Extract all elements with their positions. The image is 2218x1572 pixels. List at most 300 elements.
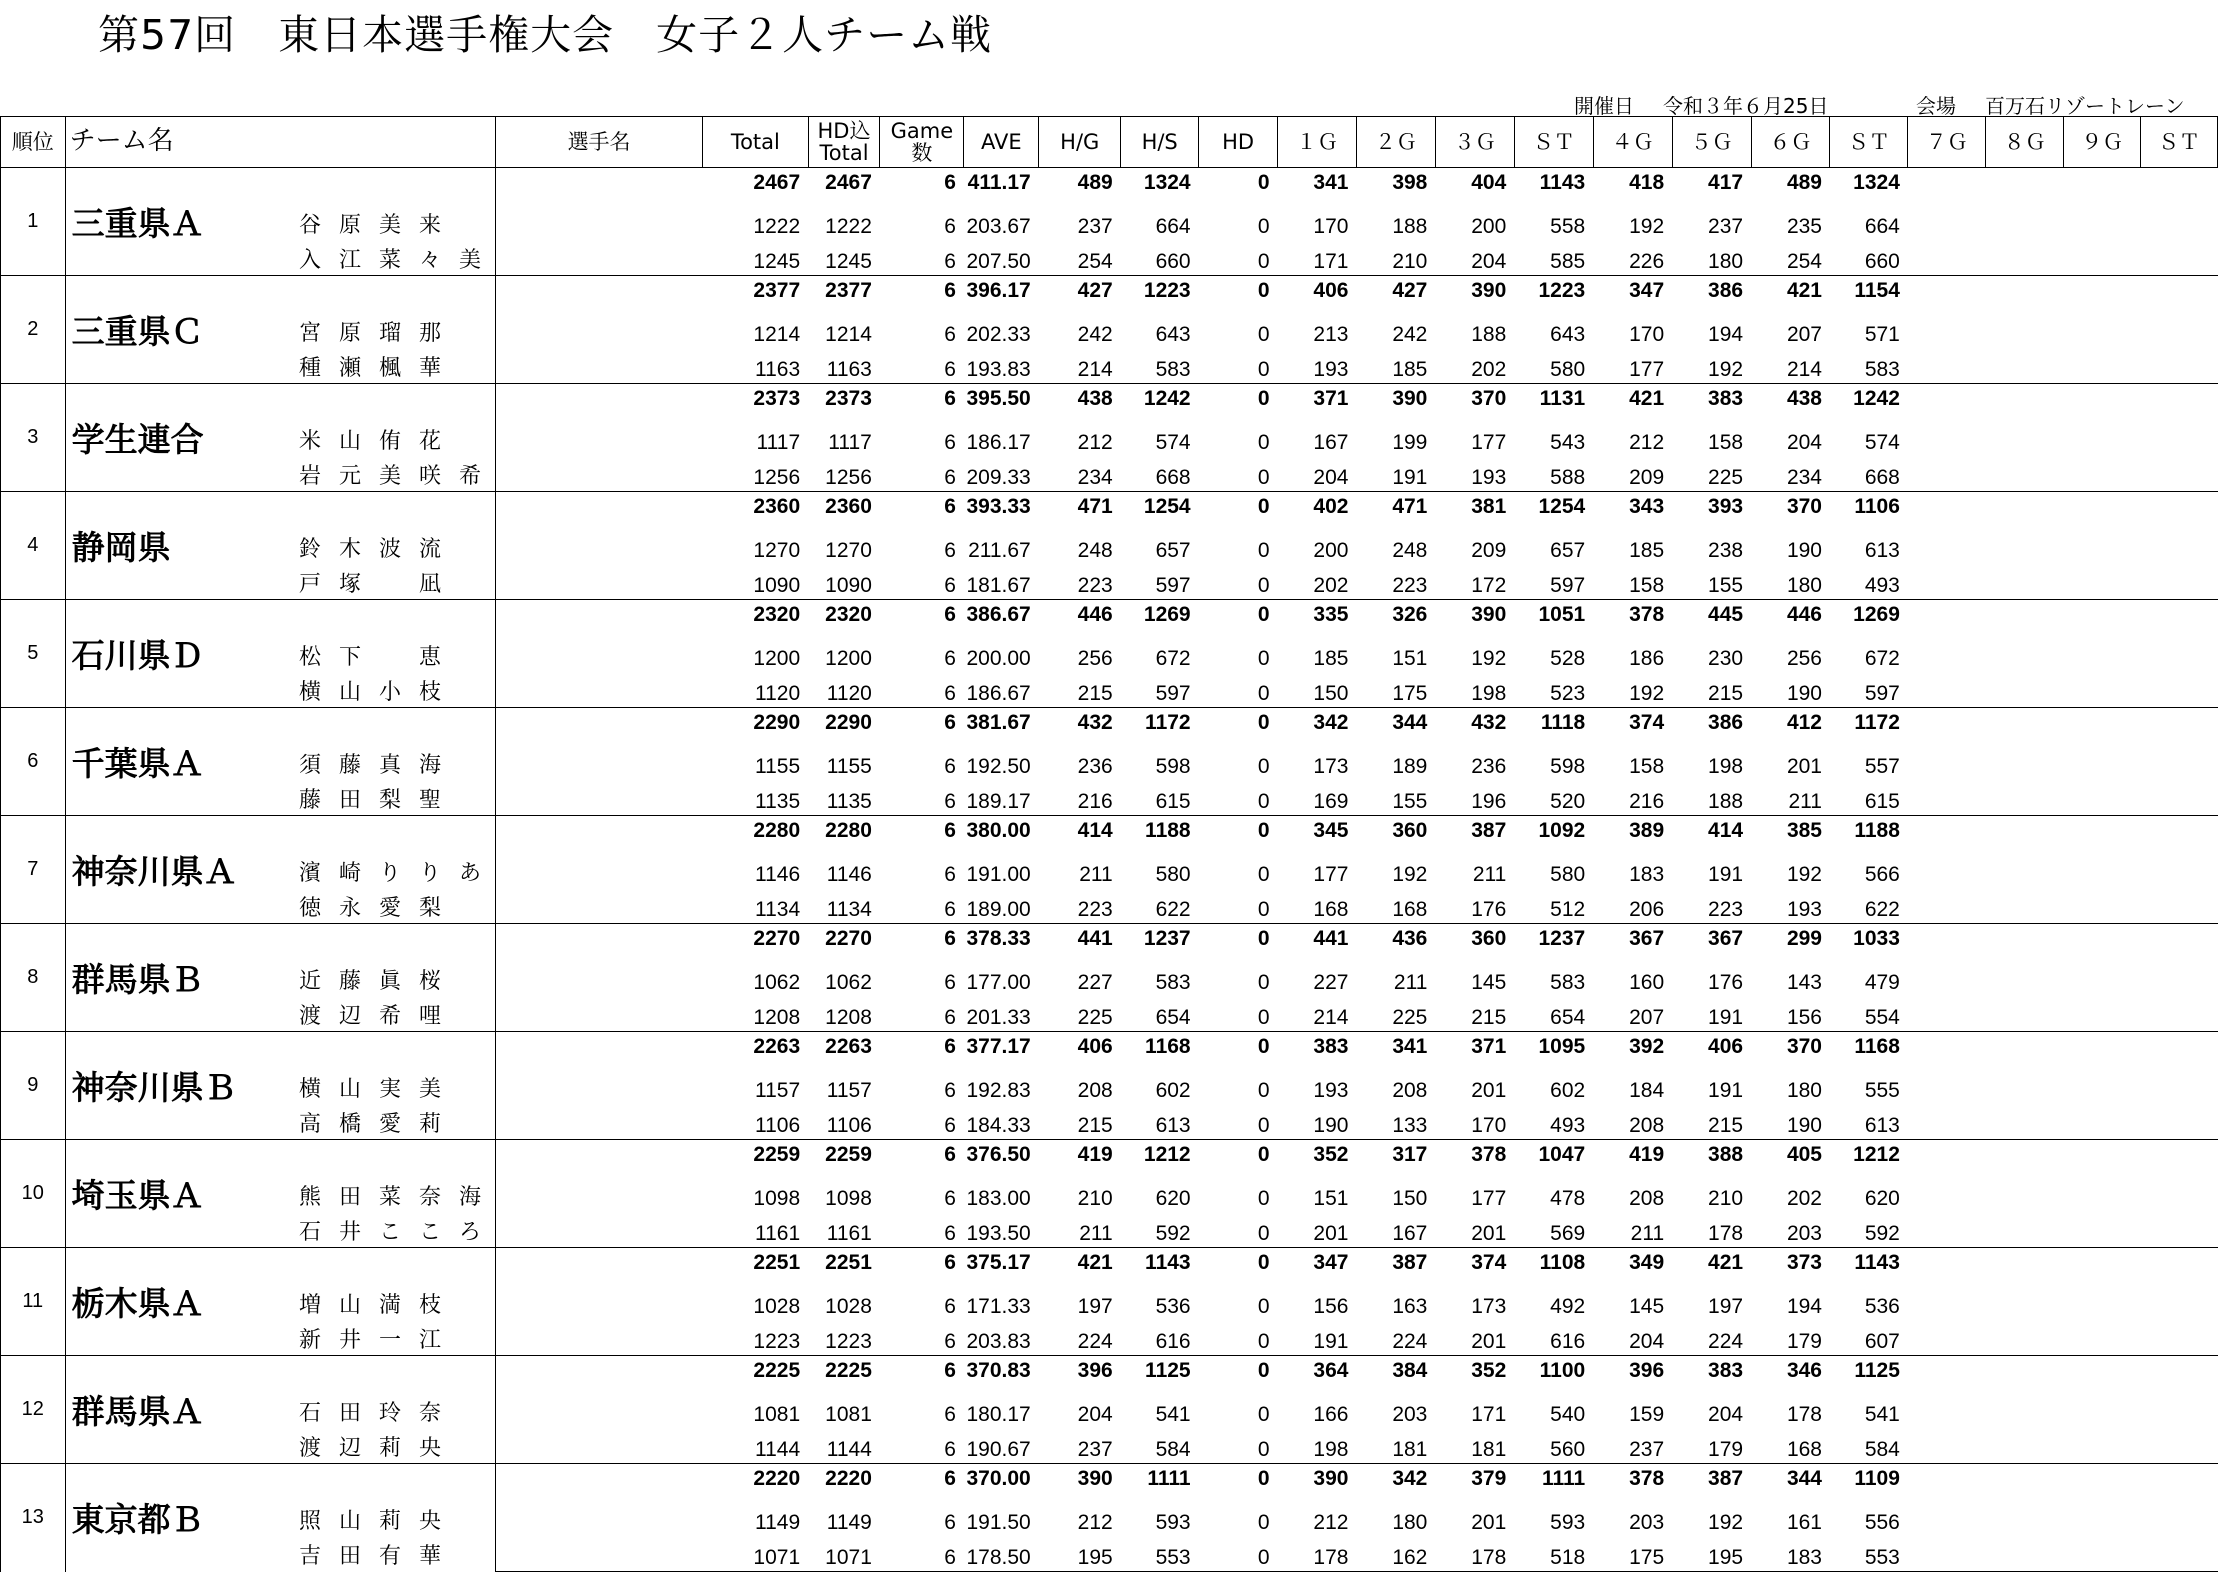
col-g4: ４Ｇ (1593, 117, 1672, 168)
team-value: 378.33 (964, 924, 1039, 962)
player-value: 602 (1550, 1079, 1586, 1102)
player-value: 1135 (754, 790, 801, 813)
player-value: 190.67 (966, 1438, 1031, 1461)
player-value: 1208 (825, 1006, 872, 1029)
empty-cell (1986, 1104, 2064, 1140)
empty-cell (1986, 745, 2064, 780)
player-value: 0 (1257, 1006, 1270, 1029)
team-value: 1125 (1830, 1356, 1908, 1394)
player-value: 150 (1392, 1187, 1428, 1210)
player-value: 237 (1629, 1438, 1665, 1461)
player-value: 178.50 (964, 1536, 1039, 1572)
player-value: 1081 (753, 1403, 801, 1426)
player-value: 208 (1629, 1114, 1665, 1137)
player-name-cell (299, 240, 703, 276)
team-value: 1154 (1830, 276, 1908, 314)
team-value: 377.17 (964, 1032, 1039, 1070)
team-value: 421 (1672, 1248, 1751, 1286)
rank-cell: 7 (1, 816, 66, 924)
player-value: 6 (944, 215, 956, 238)
player-value: 190 (1786, 1114, 1822, 1137)
player-value: 224 (1077, 1330, 1113, 1353)
player-name: 渡辺希哩 (299, 1004, 460, 1029)
player-name: 熊田菜奈海 (299, 1185, 500, 1210)
empty-cell (1986, 1393, 2064, 1428)
team-value: 1324 (1830, 168, 1908, 206)
player-value: 1146 (754, 863, 801, 886)
player-value: 1200 (753, 647, 801, 670)
player-value: 237 (1708, 215, 1744, 238)
player-value: 192 (1708, 1511, 1744, 1534)
player-value: 593 (1155, 1511, 1191, 1534)
player-value: 211 (1630, 1222, 1665, 1245)
player-value: 197 (1077, 1295, 1113, 1318)
player-value: 151 (1392, 647, 1428, 670)
empty-cell (1908, 276, 1986, 314)
player-value: 6 (880, 1536, 964, 1572)
player-value: 583 (1155, 971, 1191, 994)
team-value: 471 (1356, 492, 1435, 530)
player-value: 593 (1550, 1511, 1586, 1534)
player-value: 643 (1550, 323, 1586, 346)
empty-cell (1986, 456, 2064, 492)
player-value: 183.00 (966, 1187, 1031, 1210)
player-value: 209 (1471, 539, 1507, 562)
header-row (1, 117, 2218, 168)
player-value: 0 (1257, 898, 1270, 921)
player-value: 190 (1786, 682, 1822, 705)
team-name: 群馬県Ａ (65, 1356, 495, 1464)
team-value: 405 (1751, 1140, 1830, 1178)
player-value: 225 (1392, 1006, 1428, 1029)
team-value: 419 (1593, 1140, 1672, 1178)
player-value: 151 (1313, 1187, 1349, 1210)
player-name-cell (299, 1428, 703, 1464)
team-value: 378 (1593, 1464, 1672, 1502)
team-total-row (1, 1032, 2218, 1070)
player-value: 6 (944, 1511, 956, 1534)
player-value: 216 (1629, 790, 1665, 813)
player-value: 672 (1864, 647, 1900, 670)
player-name: 横山小枝 (299, 680, 460, 705)
player-value: 1157 (754, 1079, 801, 1102)
team-value: 0 (1199, 384, 1278, 422)
player-value: 1155 (754, 755, 801, 778)
player-value: 478 (1550, 1187, 1586, 1210)
team-value: 0 (1199, 1140, 1278, 1178)
player-value: 520 (1550, 790, 1586, 813)
player-value: 1081 (825, 1403, 872, 1426)
empty-cell (1908, 384, 1986, 422)
team-value: 379 (1435, 1464, 1514, 1502)
team-value: 370.00 (964, 1464, 1039, 1502)
player-value: 0 (1257, 1330, 1270, 1353)
player-name: 渡辺莉央 (299, 1436, 460, 1461)
empty-cell (2064, 996, 2141, 1032)
team-value: 6 (880, 600, 964, 638)
player-value: 616 (1550, 1330, 1586, 1353)
team-value: 1223 (1121, 276, 1199, 314)
player-value: 668 (1864, 466, 1900, 489)
team-value: 446 (1751, 600, 1830, 638)
empty-cell (2064, 1464, 2141, 1502)
team-value: 0 (1199, 168, 1278, 206)
rank-cell: 8 (1, 924, 66, 1032)
team-value: 370.83 (964, 1356, 1039, 1394)
empty-cell (1908, 708, 1986, 746)
player-value: 6 (944, 323, 956, 346)
empty-cell (2064, 276, 2141, 314)
team-value: 387 (1672, 1464, 1751, 1502)
player-value: 193 (1313, 1079, 1349, 1102)
player-value: 223 (1708, 898, 1744, 921)
empty-cell (1908, 1032, 1986, 1070)
player-value: 204 (1708, 1403, 1744, 1426)
empty-cell (2064, 492, 2141, 530)
player-value: 6 (944, 1295, 956, 1318)
empty-cell (2141, 853, 2218, 888)
empty-cell (1908, 1285, 1986, 1320)
player-row (1, 421, 2218, 456)
player-value: 202 (1313, 574, 1349, 597)
empty-cell (1986, 1177, 2064, 1212)
player-value: 1163 (826, 358, 872, 381)
col-g9: ９Ｇ (2064, 117, 2141, 168)
player-value: 528 (1550, 647, 1586, 670)
player-value: 569 (1550, 1222, 1586, 1245)
player-row (1, 348, 2218, 384)
empty-cell (2064, 600, 2141, 638)
player-value: 536 (1864, 1295, 1900, 1318)
col-ave: AVE (964, 117, 1039, 168)
player-value: 597 (1155, 574, 1191, 597)
player-value: 1071 (703, 1536, 809, 1572)
team-name: 三重県Ｃ (65, 276, 495, 384)
player-value: 584 (1155, 1438, 1191, 1461)
player-row (1, 313, 2218, 348)
team-value: 390 (1356, 384, 1435, 422)
player-value: 211 (1788, 790, 1822, 813)
player-name: 徳永愛梨 (299, 896, 460, 921)
empty-cell (2064, 1356, 2141, 1394)
team-value: 412 (1751, 708, 1830, 746)
player-value: 202.33 (966, 323, 1031, 346)
team-value: 371 (1435, 1032, 1514, 1070)
player-value: 6 (944, 755, 956, 778)
empty-cell (2064, 888, 2141, 924)
player-name: 照山莉央 (299, 1509, 460, 1534)
empty-cell (1908, 168, 1986, 206)
team-value: 427 (1039, 276, 1121, 314)
empty-cell (2141, 780, 2218, 816)
team-value: 2280 (808, 816, 880, 854)
player-empty-cell (496, 492, 703, 530)
player-name-cell (299, 1320, 703, 1356)
player-value: 6 (944, 431, 956, 454)
player-value: 1149 (826, 1511, 872, 1534)
player-value: 176 (1471, 898, 1507, 921)
player-name-cell (299, 205, 703, 240)
col-hs: H/S (1121, 117, 1199, 168)
player-value: 557 (1864, 755, 1900, 778)
empty-cell (1986, 205, 2064, 240)
player-name: 濱崎りりあ (299, 861, 500, 886)
player-value: 198 (1313, 1438, 1349, 1461)
player-value: 207 (1629, 1006, 1665, 1029)
team-value: 1143 (1830, 1248, 1908, 1286)
empty-cell (1908, 1248, 1986, 1286)
player-value: 6 (944, 1403, 956, 1426)
team-value: 390 (1435, 276, 1514, 314)
player-value: 206 (1629, 898, 1665, 921)
team-value: 0 (1199, 1356, 1278, 1394)
player-row (1, 205, 2218, 240)
col-g8: ８Ｇ (1986, 117, 2064, 168)
player-value: 204 (1077, 1403, 1113, 1426)
player-value: 158 (1708, 431, 1744, 454)
team-value: 352 (1435, 1356, 1514, 1394)
empty-cell (2064, 745, 2141, 780)
empty-cell (2141, 492, 2218, 530)
empty-cell (2141, 961, 2218, 996)
col-g7: ７Ｇ (1908, 117, 1986, 168)
player-row (1, 745, 2218, 780)
player-row (1, 1536, 2218, 1572)
rank-cell: 13 (1, 1464, 66, 1572)
empty-cell (1986, 1356, 2064, 1394)
player-value: 6 (944, 1330, 956, 1353)
player-value: 580 (1550, 358, 1586, 381)
team-value: 343 (1593, 492, 1672, 530)
empty-cell (1986, 1501, 2064, 1536)
player-value: 203.67 (966, 215, 1031, 238)
player-value: 543 (1550, 431, 1586, 454)
player-value: 201 (1313, 1222, 1349, 1245)
player-name: 石井こころ (299, 1220, 500, 1245)
player-empty-cell (496, 924, 703, 962)
player-value: 1134 (754, 898, 801, 921)
empty-cell (1908, 1104, 1986, 1140)
team-value: 1254 (1121, 492, 1199, 530)
team-value: 383 (1672, 1356, 1751, 1394)
empty-cell (2141, 1356, 2218, 1394)
team-value: 386 (1672, 276, 1751, 314)
player-row (1, 1069, 2218, 1104)
player-value: 172 (1471, 574, 1507, 597)
player-value: 657 (1155, 539, 1191, 562)
team-value: 2320 (808, 600, 880, 638)
results-table (0, 116, 2218, 1572)
player-value: 6 (944, 1114, 956, 1137)
empty-cell (1986, 168, 2064, 206)
player-value: 201 (1786, 755, 1822, 778)
player-value: 555 (1864, 1079, 1900, 1102)
player-name-cell (299, 529, 703, 564)
player-name-cell (299, 1069, 703, 1104)
player-value: 192 (1786, 863, 1822, 886)
player-value: 248 (1077, 539, 1113, 562)
empty-cell (1908, 240, 1986, 276)
player-name: 近藤眞桜 (299, 969, 460, 994)
player-value: 202 (1786, 1187, 1822, 1210)
player-value: 238 (1708, 539, 1744, 562)
empty-cell (2141, 276, 2218, 314)
player-value: 178 (1278, 1536, 1357, 1572)
player-value: 171.33 (966, 1295, 1031, 1318)
player-value: 583 (1155, 358, 1191, 381)
team-value: 6 (880, 924, 964, 962)
player-value: 185 (1313, 647, 1349, 670)
empty-cell (2064, 708, 2141, 746)
empty-cell (1986, 780, 2064, 816)
player-value: 186.67 (966, 682, 1031, 705)
team-value: 2290 (808, 708, 880, 746)
player-value: 237 (1077, 1438, 1113, 1461)
player-value: 660 (1155, 250, 1191, 273)
player-row (1, 240, 2218, 276)
player-value: 211 (1472, 863, 1507, 886)
player-value: 177 (1471, 431, 1507, 454)
player-value: 198 (1471, 682, 1507, 705)
team-value: 1131 (1514, 384, 1593, 422)
team-total-row (1, 1464, 2218, 1502)
player-value: 186 (1629, 647, 1665, 670)
empty-cell (1908, 529, 1986, 564)
team-value: 438 (1751, 384, 1830, 422)
team-value: 396 (1593, 1356, 1672, 1394)
player-value: 171 (1313, 250, 1349, 273)
empty-cell (1908, 672, 1986, 708)
team-name: 神奈川県Ｂ (65, 1032, 495, 1140)
player-value: 1117 (756, 431, 801, 454)
team-total-row (1, 924, 2218, 962)
player-value: 208 (1392, 1079, 1428, 1102)
player-value: 493 (1864, 574, 1900, 597)
player-value: 1090 (753, 574, 801, 597)
player-value: 191.50 (966, 1511, 1031, 1534)
team-value: 1223 (1514, 276, 1593, 314)
team-value: 2251 (808, 1248, 880, 1286)
team-value: 432 (1039, 708, 1121, 746)
player-value: 1120 (826, 682, 872, 705)
player-value: 163 (1392, 1295, 1428, 1318)
team-value: 414 (1039, 816, 1121, 854)
team-value: 326 (1356, 600, 1435, 638)
team-value: 0 (1199, 1032, 1278, 1070)
empty-cell (1908, 1428, 1986, 1464)
player-value: 173 (1313, 755, 1349, 778)
empty-cell (2141, 1501, 2218, 1536)
team-value: 2270 (808, 924, 880, 962)
player-name: 鈴木波流 (299, 537, 460, 562)
empty-cell (2141, 996, 2218, 1032)
team-name: 東京都Ｂ (65, 1464, 495, 1572)
empty-cell (1986, 1428, 2064, 1464)
empty-cell (1908, 564, 1986, 600)
team-value: 364 (1278, 1356, 1357, 1394)
player-value: 179 (1786, 1330, 1822, 1353)
player-name: 増山満枝 (299, 1293, 460, 1318)
empty-cell (2064, 1177, 2141, 1212)
player-value: 180 (1786, 574, 1822, 597)
player-name-cell (299, 672, 703, 708)
player-value: 0 (1257, 358, 1270, 381)
empty-cell (2141, 637, 2218, 672)
empty-cell (1908, 1069, 1986, 1104)
player-value: 158 (1629, 755, 1665, 778)
player-value: 1214 (753, 323, 801, 346)
team-value: 1109 (1830, 1464, 1908, 1502)
team-value: 378 (1435, 1140, 1514, 1178)
empty-cell (1986, 348, 2064, 384)
empty-cell (1986, 924, 2064, 962)
player-value: 0 (1257, 790, 1270, 813)
player-value: 226 (1629, 250, 1665, 273)
player-name: 藤田梨聖 (299, 788, 460, 813)
player-value: 201 (1471, 1330, 1507, 1353)
player-value: 6 (944, 1079, 956, 1102)
player-value: 602 (1155, 1079, 1191, 1102)
team-value: 1100 (1514, 1356, 1593, 1394)
player-value: 558 (1550, 215, 1586, 238)
player-empty-cell (496, 276, 703, 314)
player-value: 571 (1864, 323, 1900, 346)
team-value: 1095 (1514, 1032, 1593, 1070)
player-value: 598 (1155, 755, 1191, 778)
player-value: 170 (1629, 323, 1665, 346)
team-value: 388 (1672, 1140, 1751, 1178)
empty-cell (2064, 924, 2141, 962)
player-value: 191 (1708, 1079, 1744, 1102)
team-value: 370 (1751, 1032, 1830, 1070)
player-value: 237 (1077, 215, 1113, 238)
player-value: 0 (1257, 1187, 1270, 1210)
empty-cell (2141, 924, 2218, 962)
player-value: 180 (1708, 250, 1744, 273)
player-value: 212 (1313, 1511, 1349, 1534)
team-value: 2225 (703, 1356, 809, 1394)
player-value: 183 (1751, 1536, 1830, 1572)
player-value: 143 (1786, 971, 1822, 994)
player-value: 191 (1313, 1330, 1349, 1353)
team-name: 千葉県Ａ (65, 708, 495, 816)
team-value: 396 (1039, 1356, 1121, 1394)
empty-cell (2141, 564, 2218, 600)
empty-cell (1986, 240, 2064, 276)
team-value: 2259 (703, 1140, 809, 1178)
empty-cell (1908, 1464, 1986, 1502)
venue-label: 会場 (1916, 94, 1956, 118)
player-value: 207 (1786, 323, 1822, 346)
team-value: 411.17 (964, 168, 1039, 206)
team-value: 2373 (808, 384, 880, 422)
player-value: 202 (1471, 358, 1507, 381)
team-total-row (1, 1356, 2218, 1394)
player-value: 178 (1435, 1536, 1514, 1572)
player-value: 556 (1864, 1511, 1900, 1534)
team-value: 381 (1435, 492, 1514, 530)
player-value: 0 (1257, 1295, 1270, 1318)
player-value: 215 (1708, 1114, 1744, 1137)
player-value: 622 (1864, 898, 1900, 921)
event-date: 令和３年６月25日 (1663, 94, 1829, 118)
team-value: 370 (1435, 384, 1514, 422)
player-value: 1106 (826, 1114, 872, 1137)
empty-cell (2141, 1285, 2218, 1320)
player-name-cell (299, 456, 703, 492)
player-value: 613 (1864, 1114, 1900, 1137)
player-value: 553 (1830, 1536, 1908, 1572)
